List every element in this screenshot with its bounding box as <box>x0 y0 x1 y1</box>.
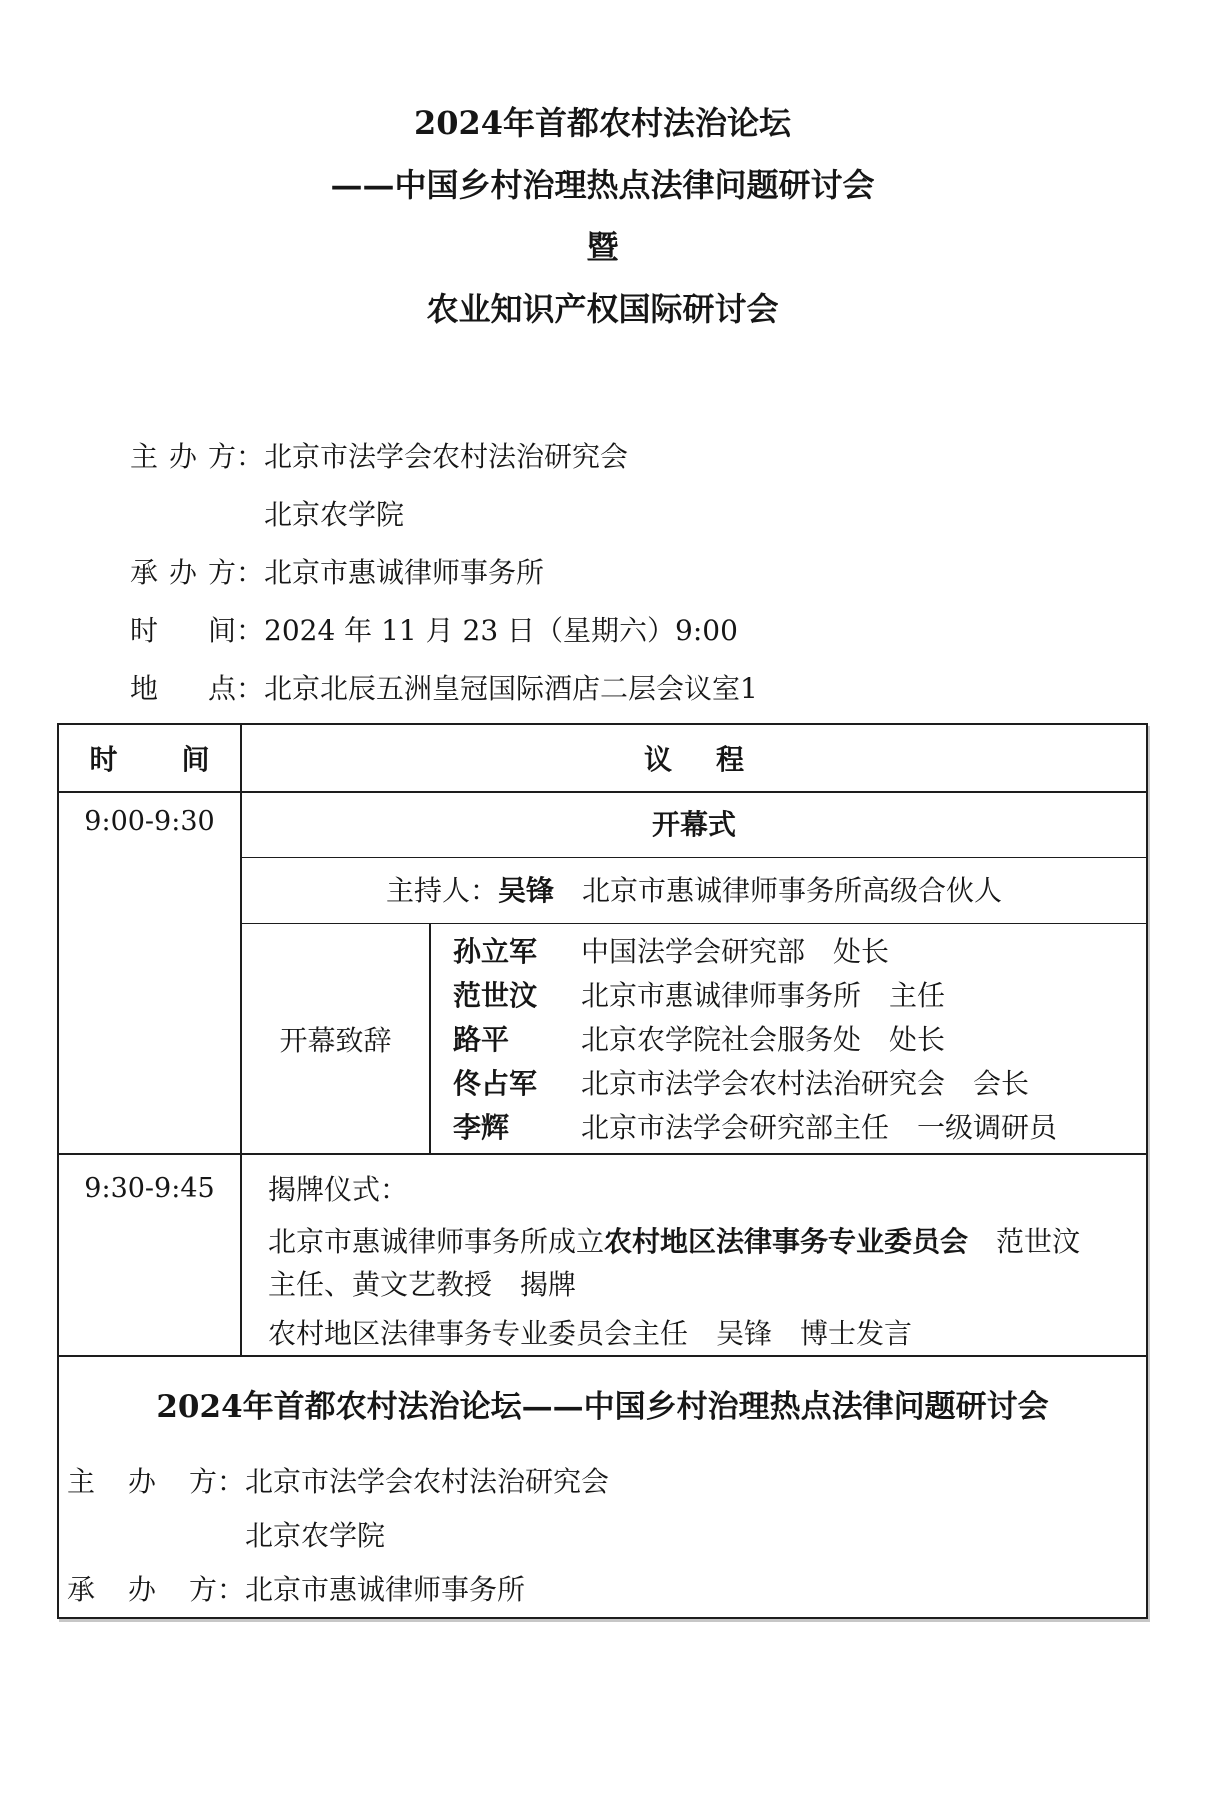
host-prefix: 主持人： <box>385 874 498 907</box>
info-row-host <box>130 428 758 486</box>
agenda-header-label: 议程 <box>644 743 744 776</box>
document-title <box>57 92 1148 340</box>
session2-agenda-cell <box>242 1155 1146 1355</box>
host-colon: ： <box>236 440 265 473</box>
speaker-row <box>453 1106 1146 1150</box>
info-row-venue <box>130 660 758 718</box>
unveiling-ceremony-label: 揭牌仪式： <box>268 1173 409 1206</box>
speaker-row <box>453 930 1146 974</box>
organizer-label: 承办方 <box>130 556 236 589</box>
time-label: 时间 <box>130 614 236 647</box>
forum-organizer-label: 承办方 <box>67 1573 217 1606</box>
forum-organizer-value: 北京市惠诚律师事务所 <box>245 1573 526 1606</box>
venue-value: 北京北辰五洲皇冠国际酒店二层会议室1 <box>264 672 758 705</box>
host-value: 北京市法学会农村法治研究会 <box>264 440 629 473</box>
session2-time-cell <box>59 1155 242 1355</box>
speaker-desc: 中国法学会研究部 处长 <box>581 935 890 968</box>
forum-row-host <box>59 1455 1146 1509</box>
agenda-table <box>57 723 1148 1619</box>
session1-time-cell <box>59 793 242 1153</box>
forum-title: 2024年首都农村法治论坛——中国乡村治理热点法律问题研讨会 <box>156 1389 1049 1425</box>
session2-row <box>59 1153 1146 1355</box>
speaker-desc: 北京农学院社会服务处 处长 <box>581 1023 946 1056</box>
paragraph-post: 范世汶主任、黄文艺教授 揭牌 <box>268 1225 1081 1301</box>
speaker-name: 范世汶 <box>453 979 538 1012</box>
speaker-name: 路平 <box>453 1023 510 1056</box>
opening-speeches-label-cell <box>242 924 431 1153</box>
session2-time: 9:30-9:45 <box>84 1173 215 1204</box>
speaker-row <box>453 1062 1146 1106</box>
host-value-2: 北京农学院 <box>264 498 405 531</box>
committee-name: 农村地区法律事务专业委员会 <box>604 1225 969 1258</box>
title-line-3: 暨 <box>586 228 619 266</box>
forum-row-organizer <box>59 1563 1146 1617</box>
venue-label: 地点 <box>130 672 236 705</box>
speaker-name: 孙立军 <box>453 935 538 968</box>
title-line-1: 2024年首都农村法治论坛 <box>413 104 792 142</box>
committee-chair-speech-line: 农村地区法律事务专业委员会主任 吴锋 博士发言 <box>268 1317 913 1350</box>
info-block <box>130 428 758 718</box>
organizer-value: 北京市惠诚律师事务所 <box>264 556 545 589</box>
host-label: 主办方 <box>130 440 236 473</box>
title-line-4: 农业知识产权国际研讨会 <box>426 290 779 328</box>
speakers-list <box>431 924 1146 1153</box>
forum-organizer-colon: ： <box>217 1573 246 1606</box>
header-cell-time <box>59 725 242 791</box>
unveiling-ceremony-paragraph <box>268 1220 1090 1306</box>
header-cell-agenda <box>242 725 1146 791</box>
opening-ceremony-title: 开幕式 <box>651 808 736 841</box>
speaker-desc: 北京市法学会研究部主任 一级调研员 <box>581 1111 1058 1144</box>
forum-row-host2 <box>59 1509 1146 1563</box>
session1-time: 9:00-9:30 <box>84 806 215 837</box>
speaker-row <box>453 1018 1146 1062</box>
host-desc: 北京市惠诚律师事务所高级合伙人 <box>554 874 1003 907</box>
time-header-label: 时间 <box>89 743 210 776</box>
table-header-row <box>59 725 1146 791</box>
session1-row <box>59 791 1146 1153</box>
forum-host-value-2: 北京农学院 <box>245 1519 386 1552</box>
opening-speeches-row <box>242 923 1146 1153</box>
speaker-desc: 北京市惠诚律师事务所 主任 <box>581 979 946 1012</box>
info-row-time <box>130 602 758 660</box>
organizer-colon: ： <box>236 556 265 589</box>
host-name: 吴锋 <box>497 874 554 907</box>
forum-section <box>59 1355 1146 1617</box>
session1-agenda-cell <box>242 793 1146 1153</box>
time-value: 2024 年 11 月 23 日（星期六）9:00 <box>264 614 738 647</box>
paragraph-pre: 北京市惠诚律师事务所成立 <box>268 1225 605 1258</box>
host-line <box>242 857 1146 923</box>
venue-colon: ： <box>236 672 265 705</box>
speaker-name: 李辉 <box>453 1111 510 1144</box>
forum-host-value: 北京市法学会农村法治研究会 <box>245 1465 610 1498</box>
info-row-host2 <box>130 486 758 544</box>
forum-host-label: 主办方 <box>67 1465 217 1498</box>
speaker-desc: 北京市法学会农村法治研究会 会长 <box>581 1067 1030 1100</box>
opening-speeches-label: 开幕致辞 <box>279 1023 392 1057</box>
forum-host-colon: ： <box>217 1465 246 1498</box>
info-row-organizer <box>130 544 758 602</box>
time-colon: ： <box>236 614 265 647</box>
title-line-2: ——中国乡村治理热点法律问题研讨会 <box>330 166 875 204</box>
speaker-row <box>453 974 1146 1018</box>
speaker-name: 佟占军 <box>453 1067 538 1100</box>
